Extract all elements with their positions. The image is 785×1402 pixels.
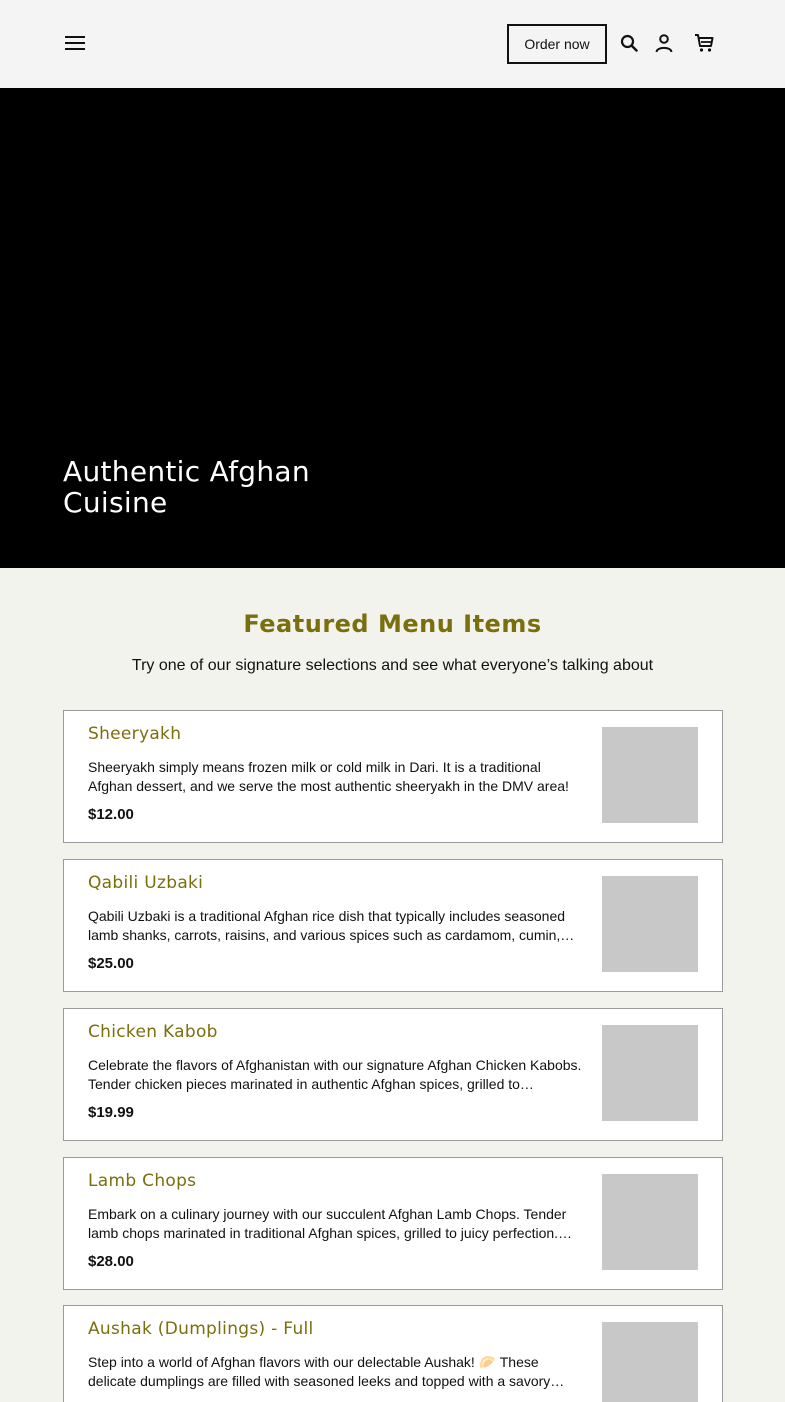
menu-item-image (602, 727, 698, 823)
menu-item-description: Step into a world of Afghan flavors with our delectable Aushak! 🥟 These delicate dumplings are filled with seasoned leeks and topped with a savory (88, 1354, 551, 1389)
menu-item-price: $25.00 (88, 955, 134, 972)
featured-title: Featured Menu Items (243, 610, 542, 638)
menu-item-name: Sheeryakh (88, 724, 182, 744)
hero-banner (0, 88, 785, 568)
menu-item-card[interactable] (63, 1305, 723, 1402)
menu-item-image (602, 1174, 698, 1270)
menu-item-card[interactable] (63, 1008, 723, 1141)
menu-item-description: Celebrate the flavors of Afghanistan with our signature Afghan Chicken Kabobs. Tender chicken pieces marinated in authentic Afghan spices, grilled to (88, 1057, 582, 1092)
featured-subtitle: Try one of our signature selections and see what everyone’s talking about (131, 657, 654, 674)
menu-item-name: Qabili Uzbaki (88, 873, 204, 893)
search-icon[interactable] (617, 31, 641, 55)
menu-item-price: $12.00 (88, 806, 134, 823)
menu-item-name: Lamb Chops (88, 1171, 197, 1191)
menu-item-card[interactable] (63, 710, 723, 843)
menu-item-name: Aushak (Dumplings) - Full (88, 1319, 314, 1339)
order-now-button[interactable]: Order now (507, 24, 607, 64)
menu-icon[interactable] (63, 31, 87, 55)
cart-icon[interactable] (692, 31, 716, 55)
menu-item-card[interactable] (63, 1157, 723, 1290)
menu-item-price: $19.99 (88, 1104, 134, 1121)
menu-item-price: $28.00 (88, 1253, 134, 1270)
menu-item-image (602, 1322, 698, 1402)
menu-item-image (602, 876, 698, 972)
menu-item-name: Chicken Kabob (88, 1022, 218, 1042)
menu-item-description: Qabili Uzbaki is a traditional Afghan rice dish that typically includes seasoned lamb shanks, carrots, raisins, and various spices such as cardamom, cumin, (88, 908, 566, 943)
hero-title: Authentic Afghan Cuisine (63, 455, 310, 519)
menu-item-description: Embark on a culinary journey with our succulent Afghan Lamb Chops. Tender lamb chops marinated in traditional Afghan spices, grilled to juicy perfection. (88, 1206, 567, 1241)
menu-item-description: Sheeryakh simply means frozen milk or cold milk in Dari. It is a traditional Afghan dessert, and we serve the most authentic sheeryakh in the DMV area! (88, 759, 569, 794)
menu-item-card[interactable] (63, 859, 723, 992)
menu-item-image (602, 1025, 698, 1121)
account-icon[interactable] (652, 31, 676, 55)
site-header (0, 0, 785, 88)
